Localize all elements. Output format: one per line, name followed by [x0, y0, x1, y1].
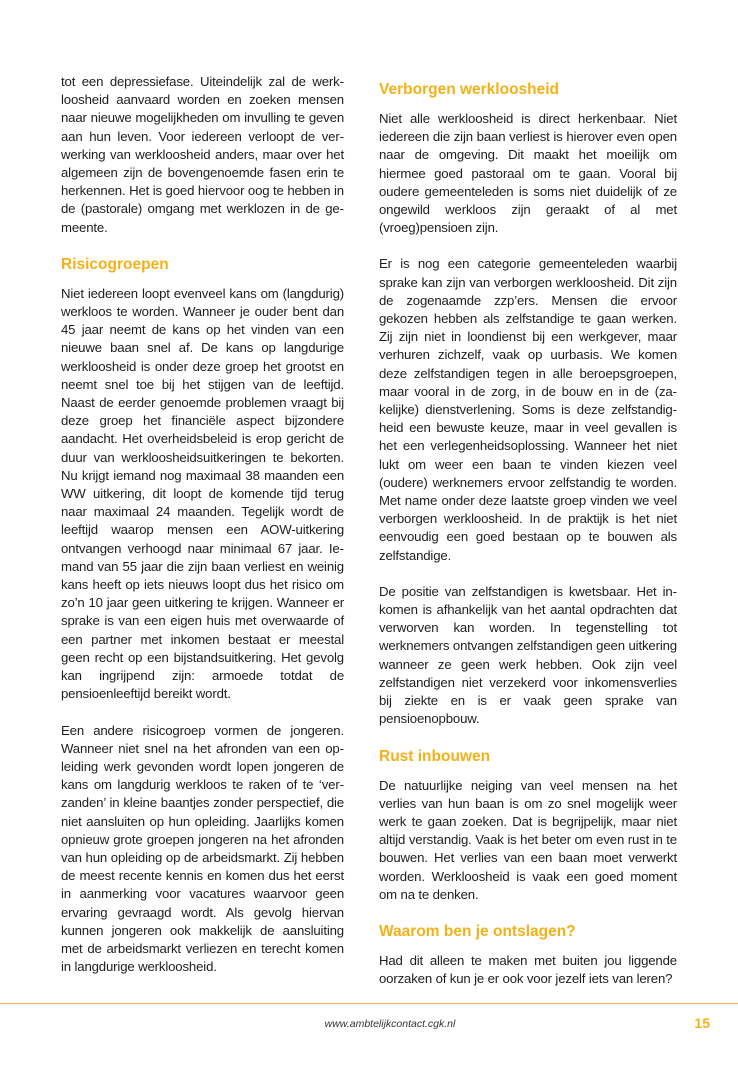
paragraph: Een andere risicogroep vormen de jongeren. Wanneer niet snel na het afronden van een opleiding werk gevonden wordt lopen jongeren de kans om langdurig werkloos te raken of te ‘verzanden’ in kleine baantjes zonder perspectief, die niet aansluiten op hun opleiding. Jaarlijks komen opnieuw grote groepen jongeren na het afronden van hun opleiding op de arbeidsmarkt. Zij hebben de meest recente kennis en komen dus het eerst in aanmerking voor vacatures waarvoor geen ervaring gevraagd wordt. Als gevolg hiervan kunnen jongeren ook makkelijk de aansluiting met de arbeidsmarkt verliezen en terecht komen in langdurige werkloosheid. [61, 722, 344, 975]
heading-waarom-ontslagen: Waarom ben je ontslagen? [379, 922, 576, 940]
left-column [61, 73, 344, 994]
page-number: 15 [694, 1015, 710, 1031]
footer-divider [0, 1003, 738, 1004]
heading-risicogroepen: Risicogroepen [61, 255, 169, 273]
paragraph: Niet iedereen loopt evenveel kans om (langdurig) werkloos te worden. Wanneer je ouder bent dan 45 jaar neemt de kans op het vinden van een nieuwe baan snel af. De kans op langdurige werkloosheid is onder deze groep het grootst en neemt snel toe bij het stijgen van de leeftijd. Naast de eerder genoemde problemen vraagt bij deze groep het financiële aspect bijzondere aandacht. Het overheidsbeleid is erop gericht de duur van werkloosheidsuitkeringen te bekorten. Nu krijgt iemand nog maximaal 38 maanden een WW uitkering, dit loopt de komende tijd terug naar maximaal 24 maanden. Tegelijk wordt de leeftijd waarop mensen een AOW-uitkering ontvangen verhoogd naar minimaal 67 jaar. Iemand van 55 jaar die zijn baan verliest en weinig kans heeft op iets nieuws loopt dus het risico om zo’n 10 jaar geen uitkering te krijgen. Wanneer er sprake is van een eigen huis met overwaarde of een partner met inkomen bestaat er meestal geen recht op een bijstandsuitkering. Het gevolg kan ingrijpend zijn: armoede totdat de pensioenleeftijd bereikt wordt. [61, 285, 344, 702]
right-column [379, 80, 677, 1006]
paragraph: Er is nog een categorie gemeenteleden waarbij sprake kan zijn van verborgen werkloosheid. Dit zijn de zogenaamde zzp’ers. Mensen die ervoor gekozen hebben als zelfstandige te gaan werken. Zij zijn niet in loondienst bij een werkgever, maar verhuren zichzelf, vaak op uurbasis. We komen deze zelfstandigen tegen in alle beroepsgroepen, maar vooral in de zorg, in de bouw en in de (zakelijke) dienstverlening. Soms is deze zelfstandigheid een bewuste keuze, maar in veel gevallen is het een verlegenheidsoplossing. Wanneer het niet lukt om weer een baan te vinden kiezen veel (oudere) werknemers ervoor zelfstandig te worden. Met name onder deze laatste groep vinden we veel verborgen werkloosheid. In de praktijk is het niet eenvoudig een goed bestaan op te bouwen als zelfstandige. [379, 256, 677, 563]
paragraph: tot een depressiefase. Uiteindelijk zal de werkloosheid aanvaard worden en zoeken mensen naar nieuwe mogelijkheden om invulling te geven aan hun leven. Voor iedereen verloopt de verwerking van werkloosheid anders, maar over het algemeen zijn de bovengenoemde fasen erin te herkennen. Het is goed hiervoor oog te hebben in de (pastorale) omgang met werklozen in de gemeente. [61, 74, 344, 235]
footer-url-link[interactable]: www.ambtelijkcontact.cgk.nl [324, 1018, 456, 1030]
paragraph: Niet alle werkloosheid is direct herkenbaar. Niet iedereen die zijn baan verliest is hierover even open naar de omgeving. Dit maakt het moeilijk om hiermee goed pastoraal om te gaan. Vooral bij oudere gemeenteleden is soms niet duidelijk of ze ongewild werkloos zijn geraakt of al met (vroeg)pensioen zijn. [379, 111, 677, 236]
heading-verborgen-werkloosheid: Verborgen werkloosheid [379, 81, 560, 98]
paragraph: De positie van zelfstandigen is kwetsbaar. Het inkomen is afhankelijk van het aantal opdrachten dat verworven kan worden. In tegenstelling tot werknemers ontvangen zelfstandigen geen uitkering wanneer ze geen werk hebben. Ook zijn veel zelfstandigen niet verzekerd voor inkomensverlies bij ziekte en is er vaak geen sprake van pensioenopbouw. [379, 583, 677, 727]
heading-rust-inbouwen: Rust inbouwen [379, 747, 491, 765]
paragraph: De natuurlijke neiging van veel mensen na het verlies van hun baan is om zo snel mogelijk weer werk te gaan zoeken. Dat is begrijpelijk, maar niet altijd verstandig. Vaak is het beter om even rust in te bouwen. Het verlies van een baan moet verwerkt worden. Werkloosheid is vaak een goed moment om na te denken. [379, 777, 677, 902]
paragraph: Had dit alleen te maken met buiten jou liggende oorzaken of kun je er ook voor jezelf iets van leren? [379, 952, 677, 987]
